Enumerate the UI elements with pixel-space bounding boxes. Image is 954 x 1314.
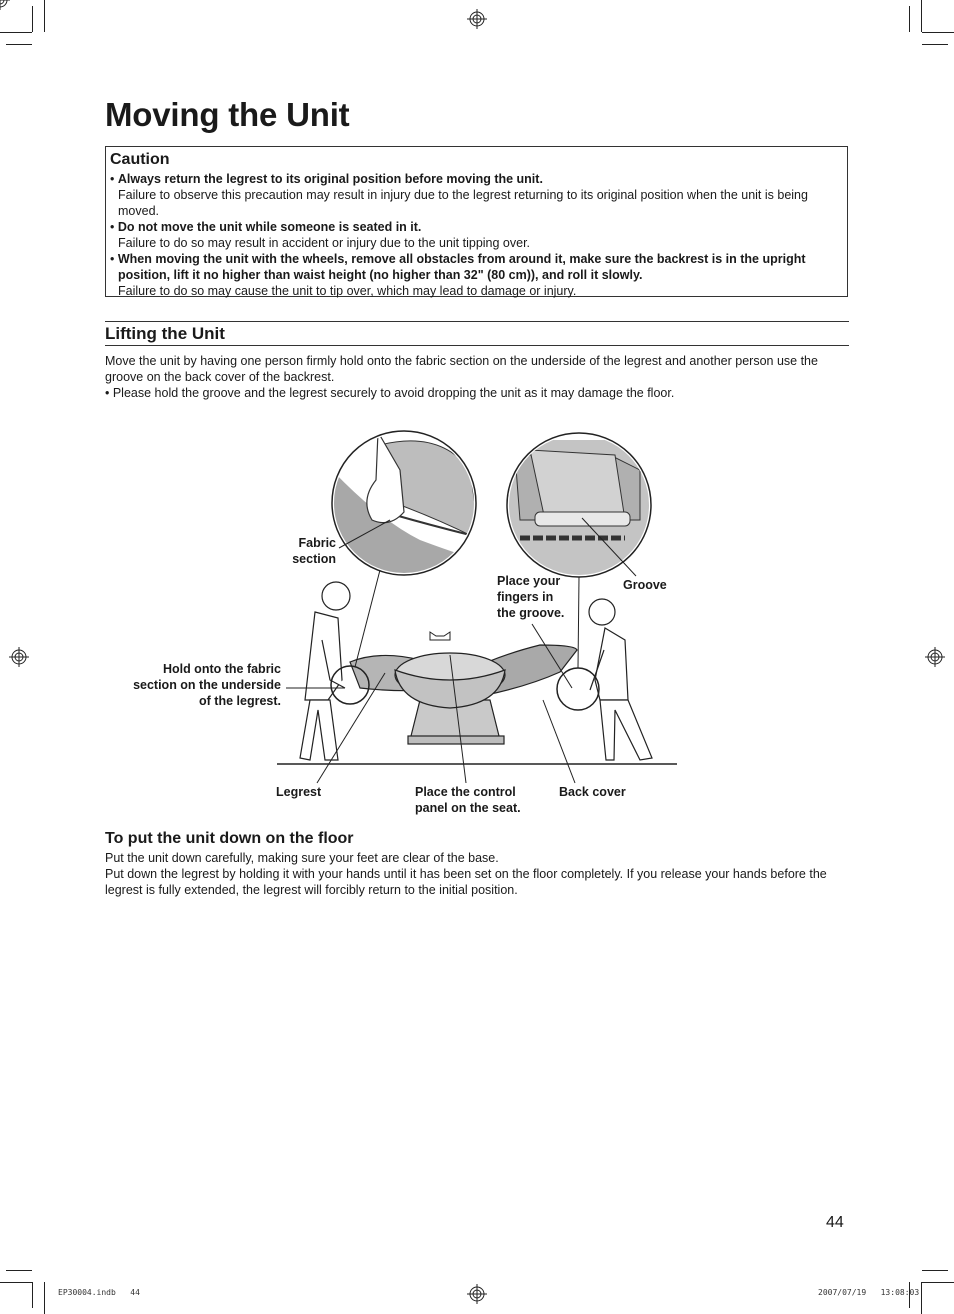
label-place-fingers: Place your fingers in the groove. xyxy=(497,574,565,620)
caution-item: • Always return the legrest to its original position before moving the unit. xyxy=(110,172,543,186)
lifting-note: • Please hold the groove and the legrest securely to avoid dropping the unit as it may damage the floor. xyxy=(105,386,675,400)
person-right xyxy=(589,599,652,760)
footer-datetime: 2007/07/19 13:08:03 xyxy=(818,1288,920,1297)
lifting-paragraph: Move the unit by having one person firmly hold onto the fabric section on the underside of the legrest and another person use the groove on the back cover of the backrest. xyxy=(105,354,818,384)
caution-detail: Failure to do so may result in accident or injury due to the unit tipping over. xyxy=(118,236,531,250)
page-number: 44 xyxy=(826,1214,844,1231)
label-fabric-section: Fabric section xyxy=(292,536,336,566)
caution-heading: Caution xyxy=(110,151,170,168)
footer-file: EP30004.indb 44 xyxy=(58,1288,140,1297)
section-heading-lifting: Lifting the Unit xyxy=(105,321,849,346)
caution-item: • When moving the unit with the wheels, remove all obstacles from around it, make sure the backrest is in the upright position, lift it no higher than waist height (no higher than 32" (80 cm)), and roll it slowly. xyxy=(110,252,806,282)
legrest-detail-circle xyxy=(332,431,480,600)
put-down-line-2: Put down the legrest by holding it with your hands until it has been set on the floor completely. If you release your hands before the legrest is fully extended, the legrest will forcibly return to the initial position. xyxy=(105,867,827,897)
massage-chair xyxy=(350,632,577,744)
label-back-cover: Back cover xyxy=(559,785,626,799)
label-control-panel: Place the control panel on the seat. xyxy=(415,785,521,815)
label-groove: Groove xyxy=(623,578,667,592)
label-hold-fabric: Hold onto the fabric section on the underside of the legrest. xyxy=(133,662,281,708)
label-legrest: Legrest xyxy=(276,785,322,799)
subheading-put-down: To put the unit down on the floor xyxy=(105,830,354,847)
caution-detail: Failure to do so may cause the unit to tip over, which may lead to damage or injury. xyxy=(118,284,577,298)
groove-detail-circle xyxy=(505,433,655,580)
person-left xyxy=(300,582,350,760)
put-down-line-1: Put the unit down carefully, making sure your feet are clear of the base. xyxy=(105,851,499,865)
page-title: Moving the Unit xyxy=(105,96,350,133)
caution-detail: Failure to observe this precaution may result in injury due to the legrest returning to its original position when the unit is being moved. xyxy=(118,188,808,218)
caution-item: • Do not move the unit while someone is seated in it. xyxy=(110,220,422,234)
